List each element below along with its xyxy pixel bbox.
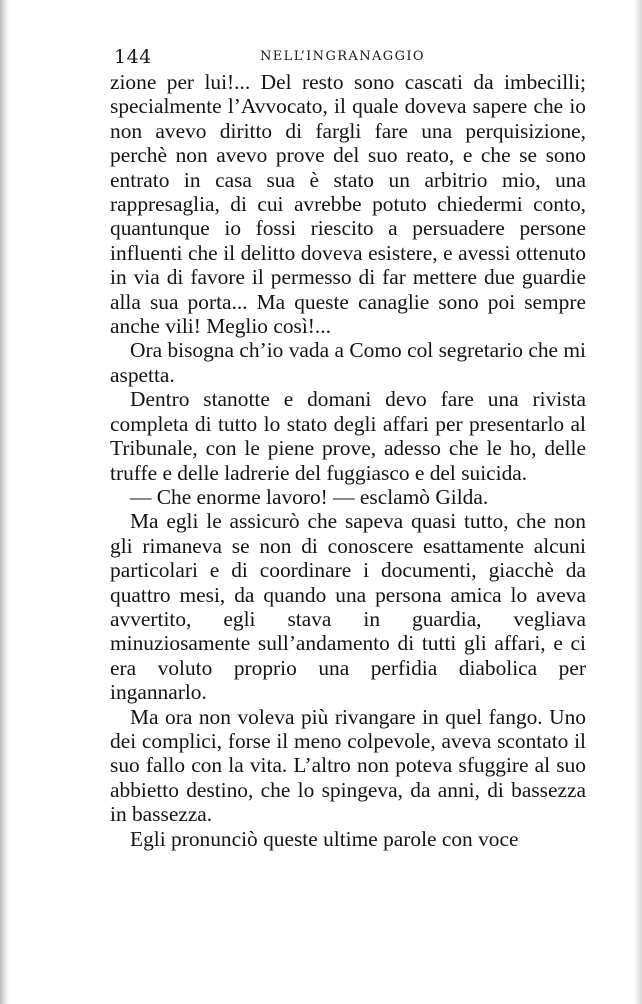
body-text xyxy=(110,70,586,851)
dialogue-line: — Che enorme lavoro! — esclamò Gilda. xyxy=(130,484,489,509)
paragraph-continuation: zione per lui!... Del resto sono cascati da imbecilli; specialmente l’Avvocato, il quale doveva sapere che io non avevo diritto di fargli fare una perquisizione, perchè non avevo prove del suo reato, e che se sono entrato in casa sua è stato un arbitrio mio, una rappresaglia, di cui avrebbe potuto chiedermi conto, quantunque io fossi riescito a persuadere persone influenti che il delitto doveva esistere, e avessi ottenuto in via di favore il permesso di far mettere due guardie alla sua porta... Ma queste canaglie sono poi sempre anche vili! Meglio così!... xyxy=(110,70,586,339)
page-right-edge xyxy=(634,0,642,1004)
paragraph: Ora bisogna ch’io vada a Como col segretario che mi aspetta. xyxy=(110,338,586,387)
running-title: NELL’INGRANAGGIO xyxy=(260,49,425,64)
paragraph: Dentro stanotte e domani devo fare una rivista completa di tutto lo stato degli affari per presentarlo al Tribunale, con le piene prove, adesso che le ho, delle truffe e delle ladrerie del fuggiasco e del suicida. xyxy=(110,387,586,485)
paragraph: Egli pronunciò queste ultime parole con voce xyxy=(130,826,519,851)
paragraph: Ma egli le assicurò che sapeva quasi tutto, che non gli rimaneva se non di conoscere esattamente alcuni particolari e di coordinare i documenti, giacchè da quattro mesi, da quando una persona amica lo aveva avvertito, egli stava in guardia, vegliava minuziosamente sull’andamento di tutti gli affari, e ci era voluto proprio una perfidia diabolica per ingannarlo. xyxy=(110,509,586,705)
page-left-edge xyxy=(0,0,10,1004)
page-number: 144 xyxy=(114,46,152,68)
paragraph: Ma ora non voleva più rivangare in quel fango. Uno dei complici, forse il meno colpevole, aveva scontato il suo fallo con la vita. L’altro non poteva sfuggire al suo abbietto destino, che lo spingeva, da anni, di bassezza in bassezza. xyxy=(110,704,586,827)
page-header xyxy=(108,46,590,70)
